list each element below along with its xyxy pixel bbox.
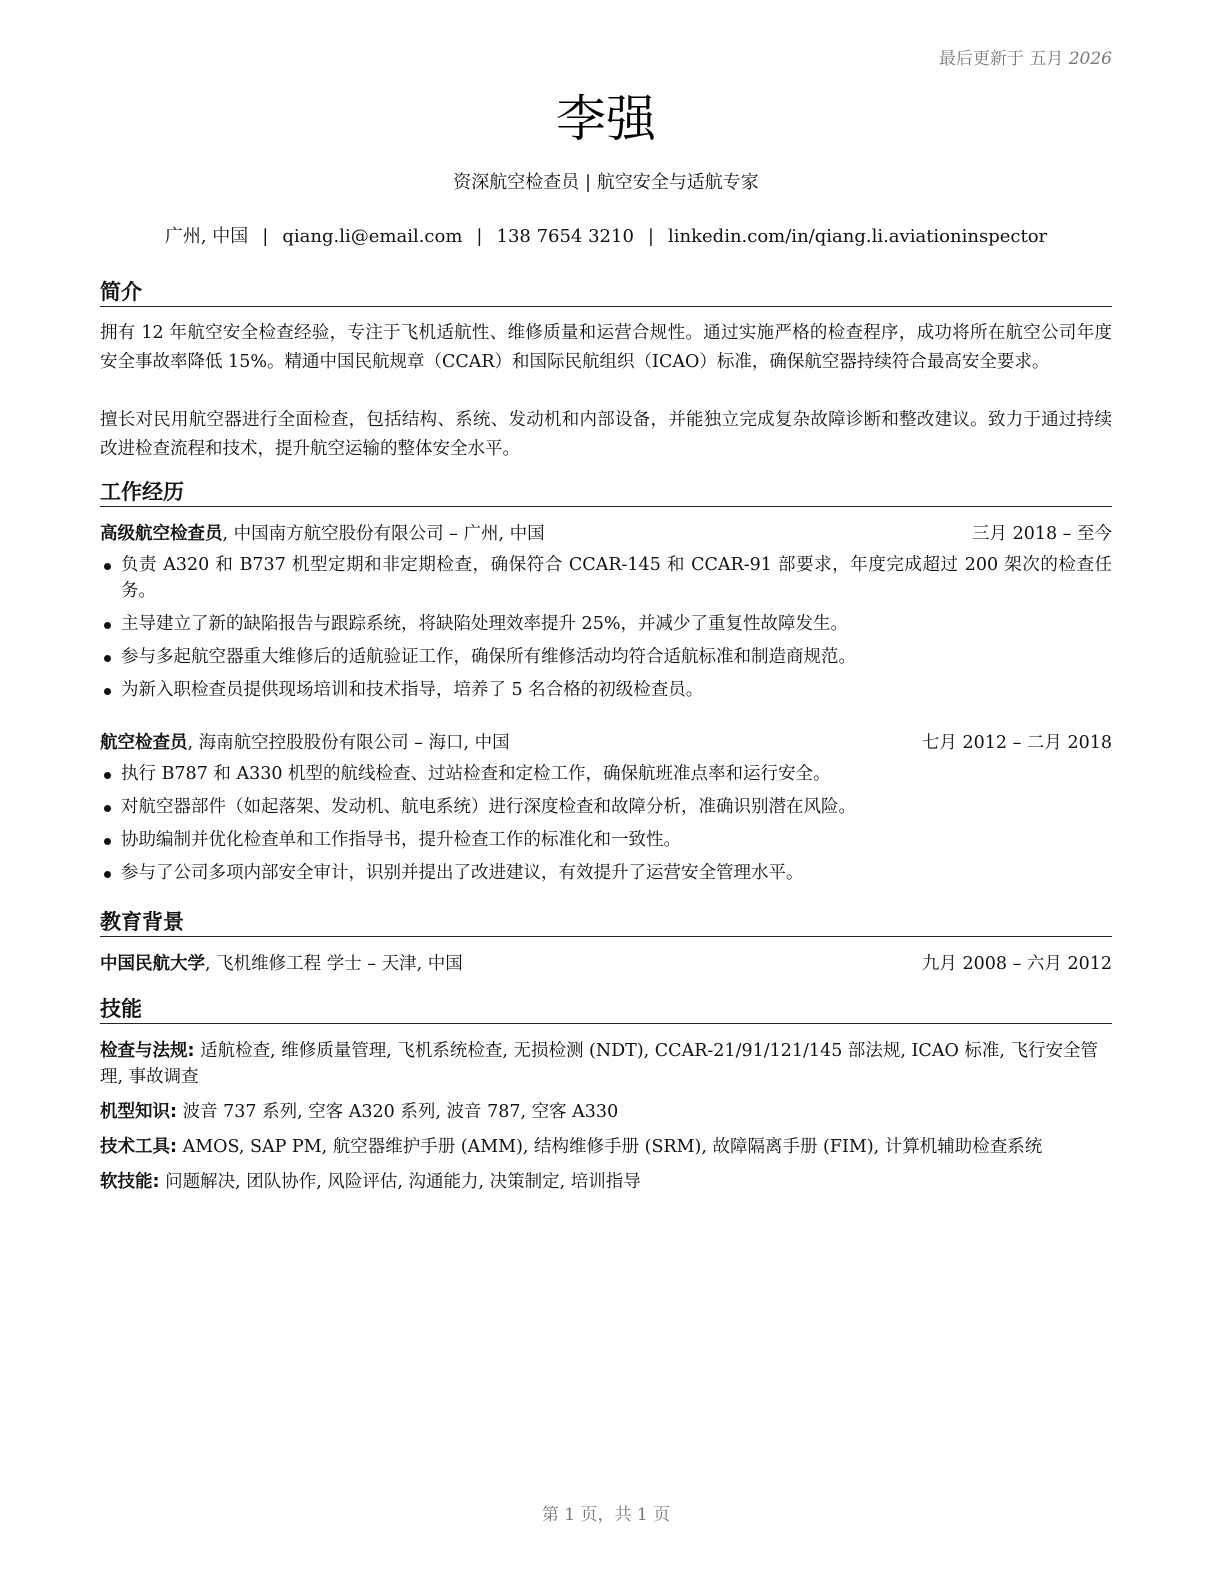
job-org: , 海南航空控股股份有限公司 – 海口, 中国 — [187, 733, 510, 753]
skill-row: 技术工具: AMOS, SAP PM, 航空器维护手册 (AMM), 结构维修手册 (SRM), 故障隔离手册 (FIM), 计算机辅助检查系统 — [100, 1137, 1043, 1157]
contact-separator: | — [647, 226, 654, 247]
job-header — [100, 521, 1112, 547]
summary-paragraph: 擅长对民用航空器进行全面检查，包括结构、系统、发动机和内部设备，并能独立完成复杂故障诊断和整改建议。致力于通过持续改进检查流程和技术，提升航空运输的整体安全水平。 — [100, 410, 1112, 459]
list-item: 协助编制并优化检查单和工作指导书，提升检查工作的标准化和一致性。 — [100, 827, 1112, 853]
job-role: 高级航空检查员 — [100, 524, 223, 544]
education-school: 中国民航大学 — [100, 954, 205, 974]
job-org: , 中国南方航空股份有限公司 – 广州, 中国 — [222, 524, 545, 544]
list-item: 主导建立了新的缺陷报告与跟踪系统，将缺陷处理效率提升 25%，并减少了重复性故障发生。 — [100, 611, 1112, 637]
section-title-education: 教育背景 — [100, 908, 1112, 937]
last-updated: 最后更新于 五月 2026 — [938, 49, 1112, 69]
contact-phone[interactable]: 138 7654 3210 — [496, 226, 634, 247]
summary-paragraph: 拥有 12 年航空安全检查经验，专注于飞机适航性、维修质量和运营合规性。通过实施严格的检查程序，成功将所在航空公司年度安全事故率降低 15%。精通中国民航规章（CCAR）和国际民航组织（ICAO）标准，确保航空器持续符合最高安全要求。 — [100, 323, 1112, 372]
job-bullets — [100, 552, 1112, 710]
job-dates: 七月 2012 – 二月 2018 — [921, 733, 1112, 753]
section-title-experience: 工作经历 — [100, 478, 1112, 507]
list-item: 执行 B787 和 A330 机型的航线检查、过站检查和定检工作，确保航班准点率和运行安全。 — [100, 761, 1112, 787]
contact-separator: | — [476, 226, 483, 247]
skill-row: 检查与法规: 适航检查, 维修质量管理, 飞机系统检查, 无损检测 (NDT), CCAR-21/91/121/145 部法规, ICAO 标准, 飞行安全管理, 事故调查 — [100, 1041, 1098, 1087]
skill-row: 软技能: 问题解决, 团队协作, 风险评估, 沟通能力, 决策制定, 培训指导 — [100, 1172, 641, 1192]
education-entry — [100, 951, 1112, 977]
section-title-summary: 简介 — [100, 278, 1112, 307]
job-role: 航空检查员 — [100, 733, 188, 753]
contact-linkedin[interactable]: linkedin.com/in/qiang.li.aviationinspector — [668, 226, 1048, 247]
list-item: 对航空器部件（如起落架、发动机、航电系统）进行深度检查和故障分析，准确识别潜在风险。 — [100, 794, 1112, 820]
contact-email[interactable]: qiang.li@email.com — [282, 226, 463, 247]
contact-location: 广州, 中国 — [164, 226, 249, 247]
skill-row: 机型知识: 波音 737 系列, 空客 A320 系列, 波音 787, 空客 A330 — [100, 1102, 619, 1122]
list-item: 为新入职检查员提供现场培训和技术指导，培养了 5 名合格的初级检查员。 — [100, 677, 1112, 703]
job-dates: 三月 2018 – 至今 — [972, 524, 1112, 544]
education-dates: 九月 2008 – 六月 2012 — [921, 954, 1112, 974]
section-title-skills: 技能 — [100, 995, 1112, 1024]
contact-separator: | — [262, 226, 269, 247]
list-item: 负责 A320 和 B737 机型定期和非定期检查，确保符合 CCAR-145 和 CCAR-91 部要求，年度完成超过 200 架次的检查任务。 — [100, 552, 1112, 604]
education-detail: , 飞机维修工程 学士 – 天津, 中国 — [205, 954, 463, 974]
candidate-subtitle: 资深航空检查员 | 航空安全与适航专家 — [453, 172, 759, 193]
list-item: 参与多起航空器重大维修后的适航验证工作，确保所有维修活动均符合适航标准和制造商规范。 — [100, 644, 1112, 670]
job-header — [100, 730, 1112, 756]
list-item: 参与了公司多项内部安全审计，识别并提出了改进建议，有效提升了运营安全管理水平。 — [100, 860, 1112, 886]
job-bullets — [100, 761, 1112, 893]
candidate-name: 李强 — [556, 90, 656, 148]
page-footer: 第 1 页，共 1 页 — [541, 1505, 671, 1525]
contact-line — [100, 225, 1112, 249]
